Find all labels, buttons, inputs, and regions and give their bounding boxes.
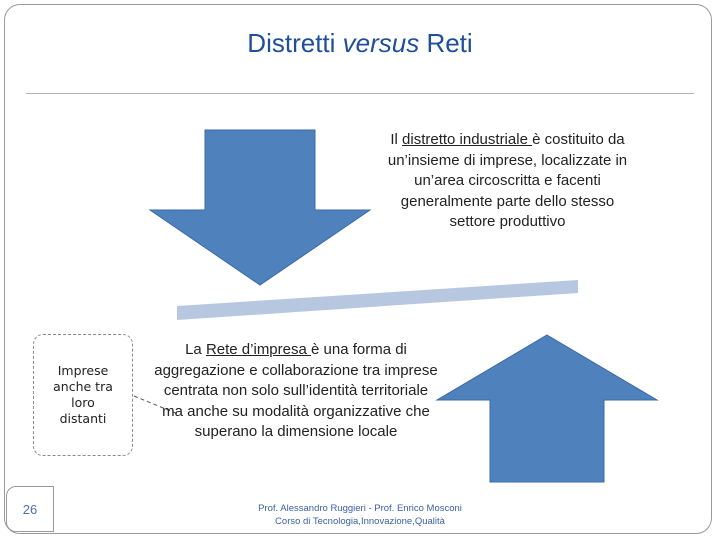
district-definition [385,130,630,233]
title-part-3: Reti [419,28,473,58]
note-line-2: anche tra [53,379,113,394]
district-rest: è costituito da un’insieme di imprese, localizzate in un’area circoscritta e facenti generalmente parte dello stesso settore produttivo [387,131,628,230]
network-term: Rete d’impresa [205,341,311,358]
footer-authors: Prof. Alessandro Ruggieri - Prof. Enrico Mosconi [258,503,462,514]
network-lead: La [185,341,206,358]
footer-course: Corso di Tecnologia,Innovazione,Qualità [275,516,445,527]
down-arrow-icon [150,130,370,285]
title-part-2: versus [342,28,420,58]
network-definition [152,340,440,443]
note-line-4: distanti [59,411,107,426]
note-line-1: Imprese [57,363,109,378]
callout-note [33,334,133,456]
up-arrow-icon [437,335,657,482]
note-line-3: loro [71,395,95,410]
footer [230,502,490,528]
title-part-1: Distretti [247,28,343,58]
district-lead: Il [390,131,403,148]
page-number: 26 [6,486,54,532]
seesaw-bar [177,280,578,320]
network-rest: è una forma di aggregazione e collaborazione tra imprese centrata non solo sull’identità territoriale ma anche su modalità organizzative che superano la dimensione locale [154,341,438,440]
district-term: distretto industriale [402,131,533,148]
